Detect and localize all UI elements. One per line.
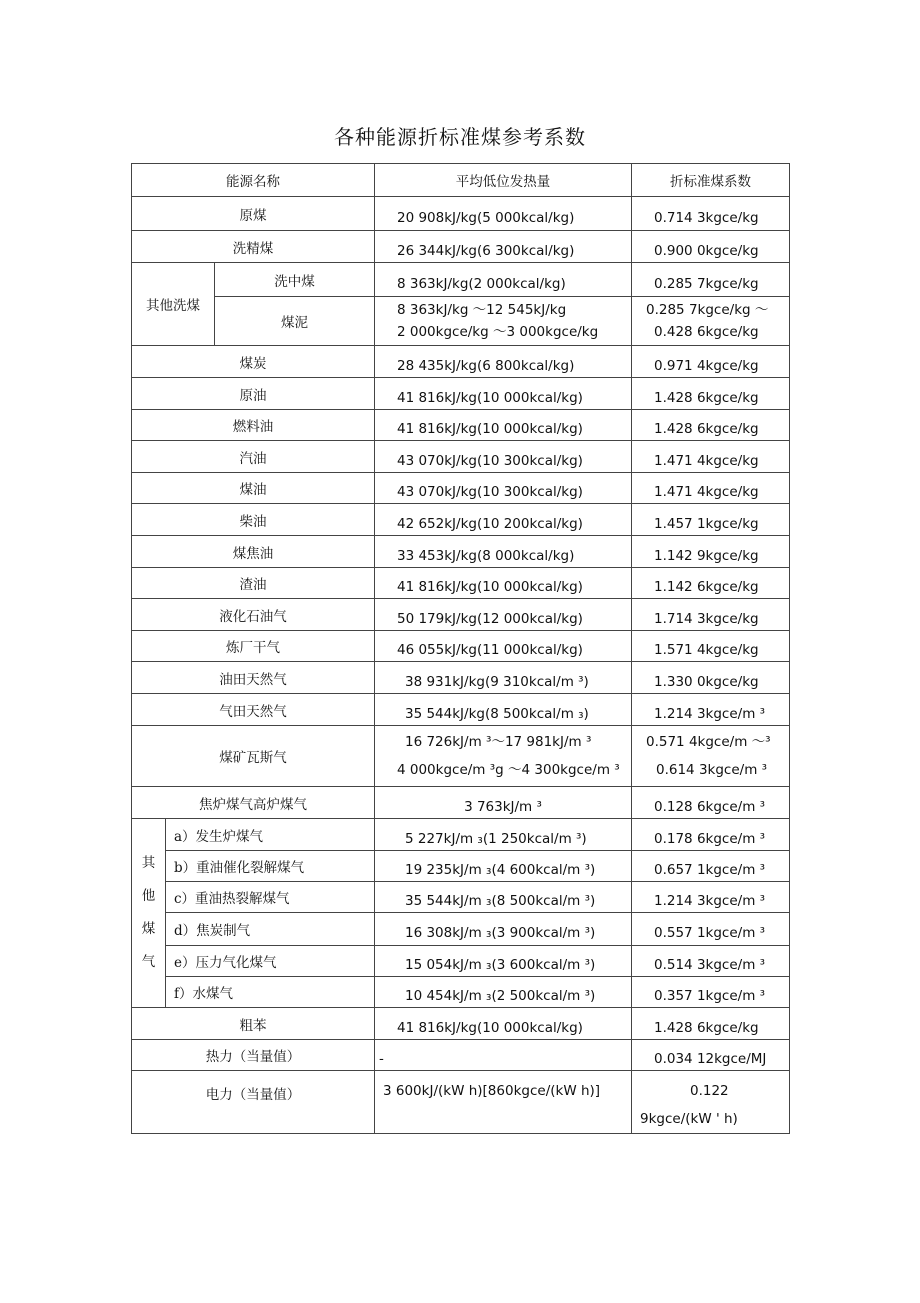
heat-value: 16 308kJ/m ₃(3 900kcal/m ³) (375, 913, 632, 946)
heat-value: 33 453kJ/kg(8 000kcal/kg) (375, 536, 632, 568)
table-row (132, 694, 790, 726)
coef-value: 1.330 0kgce/kg (632, 662, 790, 694)
coef-value: 1.428 6kgce/kg (632, 410, 790, 441)
group-label-gas: 其他煤气 (132, 819, 166, 1008)
table-row (132, 726, 790, 787)
energy-name: 炼厂干气 (132, 631, 375, 662)
heat-value: 28 435kJ/kg(6 800kcal/kg) (375, 346, 632, 378)
energy-name: b）重油催化裂解煤气 (166, 851, 375, 882)
energy-name: c）重油热裂解煤气 (166, 882, 375, 913)
header-row (132, 164, 790, 197)
coef-value: 1.457 1kgce/kg (632, 504, 790, 536)
energy-name: 粗苯 (132, 1008, 375, 1040)
heat-value: 16 726kJ/m ³～17 981kJ/m ³ 4 000kgce/m ³g ～4 300kgce/m ³ (375, 726, 632, 787)
energy-name: 洗中煤 (215, 263, 375, 297)
table-row (132, 536, 790, 568)
coef-value: 0.034 12kgce/MJ (632, 1040, 790, 1071)
table-row (132, 599, 790, 631)
coef-value: 0.122 9kgce/(kW ' h) (632, 1071, 790, 1134)
coef-value: 1.471 4kgce/kg (632, 441, 790, 473)
coef-value: 0.178 6kgce/m ³ (632, 819, 790, 851)
coef-value: 1.214 3kgce/m ³ (632, 694, 790, 726)
table-row (132, 473, 790, 504)
coef-value: 1.428 6kgce/kg (632, 378, 790, 410)
heat-value: 38 931kJ/kg(9 310kcal/m ³) (375, 662, 632, 694)
table-row (132, 631, 790, 662)
table-row (132, 977, 790, 1008)
energy-name: 热力（当量值） (132, 1040, 375, 1071)
coef-value: 0.357 1kgce/m ³ (632, 977, 790, 1008)
header-name: 能源名称 (132, 164, 375, 197)
energy-name: d）焦炭制气 (166, 913, 375, 946)
table-row (132, 851, 790, 882)
table-row (132, 263, 790, 297)
coef-value: 1.714 3kgce/kg (632, 599, 790, 631)
energy-name: 原油 (132, 378, 375, 410)
energy-name: 柴油 (132, 504, 375, 536)
heat-value: 41 816kJ/kg(10 000kcal/kg) (375, 568, 632, 599)
energy-name: a）发生炉煤气 (166, 819, 375, 851)
table-row (132, 819, 790, 851)
heat-value: 41 816kJ/kg(10 000kcal/kg) (375, 410, 632, 441)
energy-name: 煤焦油 (132, 536, 375, 568)
heat-value: 20 908kJ/kg(5 000kcal/kg) (375, 197, 632, 231)
coef-value: 0.128 6kgce/m ³ (632, 787, 790, 819)
table-row (132, 787, 790, 819)
heat-value: 42 652kJ/kg(10 200kcal/kg) (375, 504, 632, 536)
heat-value: 41 816kJ/kg(10 000kcal/kg) (375, 378, 632, 410)
coef-value: 0.571 4kgce/m ～³ 0.614 3kgce/m ³ (632, 726, 790, 787)
table-row (132, 504, 790, 536)
energy-name: 煤油 (132, 473, 375, 504)
energy-name: 洗精煤 (132, 231, 375, 263)
coef-value: 1.471 4kgce/kg (632, 473, 790, 504)
heat-value: 46 055kJ/kg(11 000kcal/kg) (375, 631, 632, 662)
coef-value: 0.557 1kgce/m ³ (632, 913, 790, 946)
energy-name: 煤矿瓦斯气 (132, 726, 375, 787)
coef-value: 1.428 6kgce/kg (632, 1008, 790, 1040)
coef-value: 1.571 4kgce/kg (632, 631, 790, 662)
energy-name: 油田天然气 (132, 662, 375, 694)
heat-value: 3 600kJ/(kW h)[860kgce/(kW h)] (375, 1071, 632, 1134)
table-row (132, 568, 790, 599)
table-row (132, 197, 790, 231)
heat-value: 43 070kJ/kg(10 300kcal/kg) (375, 473, 632, 504)
table-row (132, 662, 790, 694)
table-row (132, 378, 790, 410)
heat-value: 10 454kJ/m ₃(2 500kcal/m ³) (375, 977, 632, 1008)
heat-value: 15 054kJ/m ₃(3 600kcal/m ³) (375, 946, 632, 977)
coef-value: 1.142 6kgce/kg (632, 568, 790, 599)
table-row (132, 1008, 790, 1040)
heat-value: 35 544kJ/kg(8 500kcal/m ₃) (375, 694, 632, 726)
energy-name: 液化石油气 (132, 599, 375, 631)
energy-name: e）压力气化煤气 (166, 946, 375, 977)
header-coef: 折标准煤系数 (632, 164, 790, 197)
heat-value: 41 816kJ/kg(10 000kcal/kg) (375, 1008, 632, 1040)
energy-name: 煤炭 (132, 346, 375, 378)
table-row (132, 231, 790, 263)
energy-name: 煤泥 (215, 297, 375, 346)
heat-value: 8 363kJ/kg ～12 545kJ/kg 2 000kgce/kg ～3 000kgce/kg (375, 297, 632, 346)
table-row (132, 1071, 790, 1134)
table-row (132, 410, 790, 441)
coef-value: 1.214 3kgce/m ³ (632, 882, 790, 913)
document-title: 各种能源折标准煤参考系数 (334, 125, 586, 149)
table-row (132, 946, 790, 977)
heat-value: 5 227kJ/m ₃(1 250kcal/m ³) (375, 819, 632, 851)
energy-name: 汽油 (132, 441, 375, 473)
coef-value: 0.714 3kgce/kg (632, 197, 790, 231)
table-row (132, 297, 790, 346)
table-row (132, 346, 790, 378)
table-row (132, 913, 790, 946)
table-row (132, 441, 790, 473)
coef-value: 0.285 7kgce/kg (632, 263, 790, 297)
energy-name: 原煤 (132, 197, 375, 231)
table-row (132, 882, 790, 913)
coef-value: 1.142 9kgce/kg (632, 536, 790, 568)
heat-value: - (375, 1040, 632, 1071)
heat-value: 19 235kJ/m ₃(4 600kcal/m ³) (375, 851, 632, 882)
coef-value: 0.657 1kgce/m ³ (632, 851, 790, 882)
energy-name: 渣油 (132, 568, 375, 599)
table-row (132, 1040, 790, 1071)
heat-value: 26 344kJ/kg(6 300kcal/kg) (375, 231, 632, 263)
heat-value: 3 763kJ/m ³ (375, 787, 632, 819)
header-heat: 平均低位发热量 (375, 164, 632, 197)
heat-value: 8 363kJ/kg(2 000kcal/kg) (375, 263, 632, 297)
group-label-wash: 其他洗煤 (132, 263, 215, 346)
coef-value: 0.971 4kgce/kg (632, 346, 790, 378)
energy-name: 电力（当量值） (132, 1071, 375, 1134)
energy-name: f）水煤气 (166, 977, 375, 1008)
energy-name: 气田天然气 (132, 694, 375, 726)
heat-value: 35 544kJ/m ₃(8 500kcal/m ³) (375, 882, 632, 913)
energy-name: 燃料油 (132, 410, 375, 441)
heat-value: 50 179kJ/kg(12 000kcal/kg) (375, 599, 632, 631)
coef-value: 0.514 3kgce/m ³ (632, 946, 790, 977)
coef-value: 0.285 7kgce/kg ～ 0.428 6kgce/kg (632, 297, 790, 346)
heat-value: 43 070kJ/kg(10 300kcal/kg) (375, 441, 632, 473)
coef-value: 0.900 0kgce/kg (632, 231, 790, 263)
energy-name: 焦炉煤气高炉煤气 (132, 787, 375, 819)
energy-coefficient-table (131, 163, 790, 1134)
